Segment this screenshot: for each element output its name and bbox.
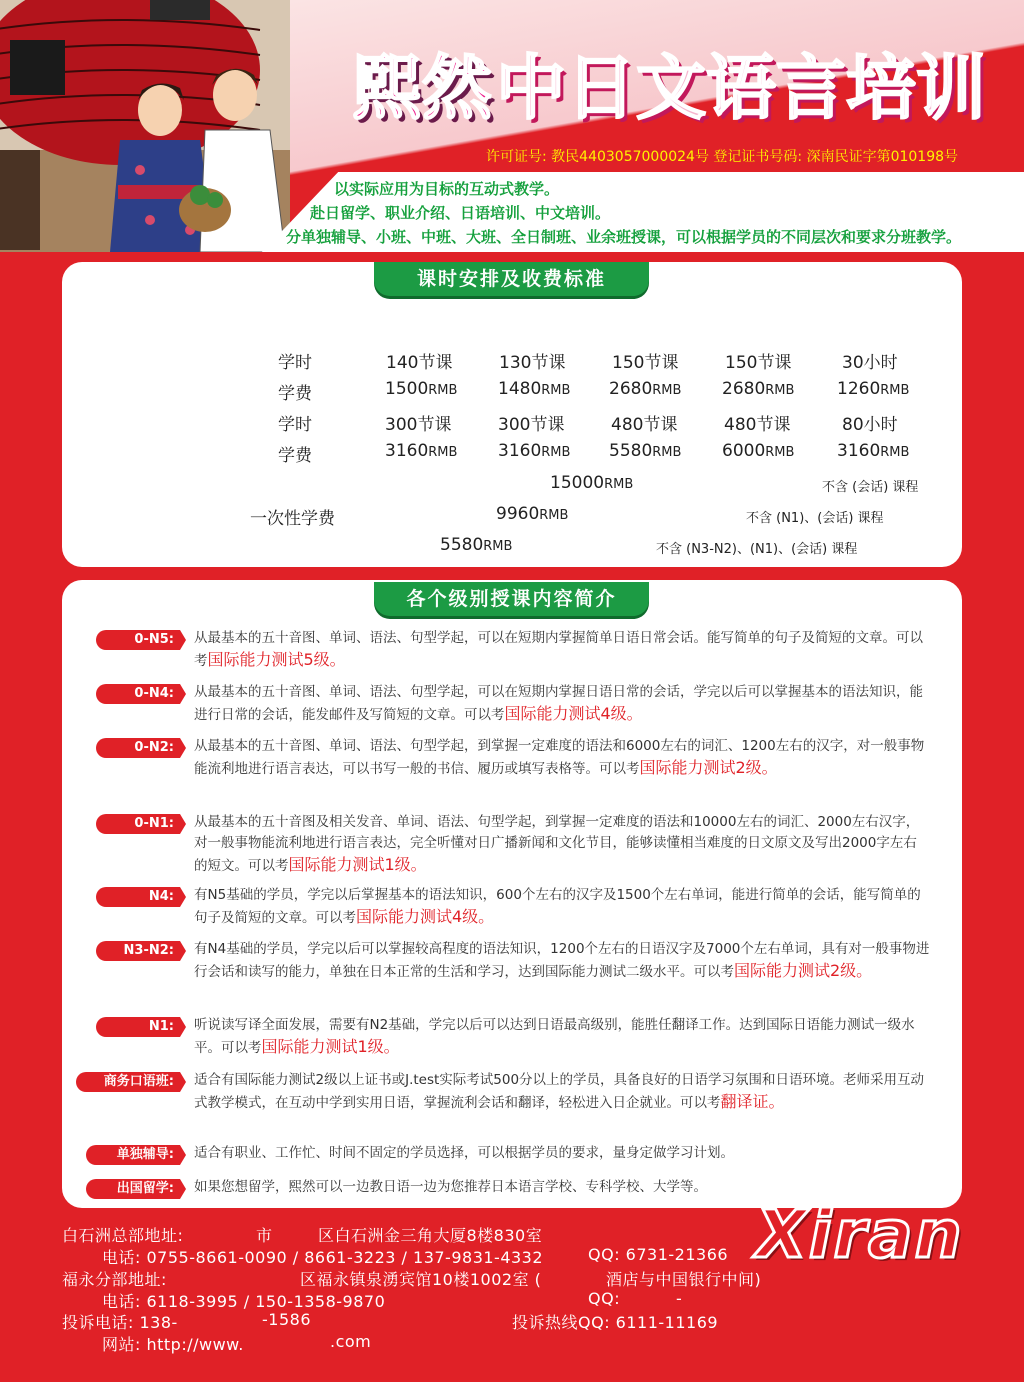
row1-col1: 140节课 bbox=[386, 353, 453, 373]
desc-text: 适合有职业、工作忙、时间不固定的学员选择，可以根据学员的要求，量身定做学习计划。 bbox=[194, 1145, 734, 1161]
unit: RMB bbox=[541, 445, 571, 460]
desc-text: 从最基本的五十音图、单词、语法、句型学起，可以在短期内掌握日语日常的会话，学完以后可以掌握基本的语法知识，能进行日常的会话，能发邮件及写简短的文章。可以考 bbox=[194, 684, 923, 723]
level-badge: 0-N5: bbox=[96, 630, 180, 650]
exam-highlight: 国际能力测试4级。 bbox=[356, 907, 495, 926]
unit: RMB bbox=[428, 383, 458, 398]
xiran-logo: Xiran bbox=[756, 1196, 964, 1273]
unit: RMB bbox=[652, 445, 682, 460]
price: 6000 bbox=[722, 441, 766, 461]
branch-phone: 电话: 6118-3995 / 150-1358-9870 bbox=[102, 1292, 386, 1311]
unit: RMB bbox=[539, 508, 569, 523]
onetime-price-3 bbox=[440, 535, 512, 555]
branch-address-label: 福永分部地址: bbox=[62, 1270, 167, 1289]
onetime-label: 一次性学费 bbox=[250, 509, 335, 529]
price: 2680 bbox=[609, 379, 653, 399]
row3-col2: 300节课 bbox=[498, 415, 565, 435]
title-subject: 中日文语言培训 bbox=[496, 47, 986, 129]
price: 15000 bbox=[550, 473, 605, 493]
level-desc bbox=[194, 1070, 930, 1114]
row4-col5 bbox=[837, 441, 909, 461]
level-desc bbox=[194, 885, 930, 929]
row4-col3 bbox=[609, 441, 681, 461]
fees-panel bbox=[62, 262, 962, 567]
unit: RMB bbox=[604, 477, 634, 492]
price: 3160 bbox=[498, 441, 542, 461]
level-badge: 出国留学: bbox=[86, 1179, 180, 1199]
level-desc bbox=[194, 682, 930, 726]
unit: RMB bbox=[765, 445, 795, 460]
level-badge: 0-N2: bbox=[96, 738, 180, 758]
row1-col2: 130节课 bbox=[499, 353, 566, 373]
desc-text: 有N4基础的学员，学完以后可以掌握较高程度的语法知识，1200个左右的日语汉字及7000个左右单词，具有对一般事物进行会话和读写的能力，单独在日本正常的生活和学习，达到国际能力测试二级水平。可以考 bbox=[194, 941, 930, 980]
level-desc bbox=[194, 812, 930, 877]
unit: RMB bbox=[428, 445, 458, 460]
hq-qq: QQ: 6731-21366 bbox=[588, 1245, 729, 1264]
unit: RMB bbox=[880, 445, 910, 460]
unit: RMB bbox=[483, 539, 513, 554]
row3-col1: 300节课 bbox=[385, 415, 452, 435]
row1-col3: 150节课 bbox=[612, 353, 679, 373]
level-badge: N1: bbox=[96, 1017, 180, 1037]
branch-address-landmark: 酒店与中国银行中间) bbox=[606, 1270, 762, 1289]
intro-line-2: 赴日留学、职业介绍、日语培训、中文培训。 bbox=[310, 204, 611, 222]
level-badge: N4: bbox=[96, 887, 180, 907]
price: 1260 bbox=[837, 379, 881, 399]
price: 5580 bbox=[440, 535, 484, 555]
price: 3160 bbox=[837, 441, 881, 461]
row2-col2 bbox=[498, 379, 570, 399]
desc-text: 从最基本的五十音图、单词、语法、句型学起，可以在短期内掌握简单日语日常会话。能写简单的句子及简短的文章。可以考 bbox=[194, 630, 923, 669]
price: 9960 bbox=[496, 504, 540, 524]
price: 3160 bbox=[385, 441, 429, 461]
branch-qq: QQ: bbox=[588, 1289, 621, 1308]
page-title bbox=[352, 38, 1024, 138]
level-desc bbox=[194, 1177, 930, 1198]
level-badge: 单独辅导: bbox=[86, 1145, 180, 1165]
intro-line-3: 分单独辅导、小班、中班、大班、全日制班、业余班授课，可以根据学员的不同层次和要求分班教学。 bbox=[286, 228, 962, 246]
hq-address: 区白石洲金三角大厦8楼830室 bbox=[318, 1226, 543, 1245]
complaint-qq: 投诉热线QQ: 6111-11169 bbox=[512, 1313, 719, 1332]
row4-col1 bbox=[385, 441, 457, 461]
row2-col4 bbox=[722, 379, 794, 399]
onetime-note-2: 不含 (N1)、(会话) 课程 bbox=[746, 511, 884, 526]
hq-phone: 电话: 0755-8661-0090 / 8661-3223 / 137-9831-4332 bbox=[102, 1248, 544, 1267]
row1-col4: 150节课 bbox=[725, 353, 792, 373]
level-desc bbox=[194, 1015, 930, 1059]
desc-text: 从最基本的五十音图、单词、语法、句型学起，到掌握一定难度的语法和6000左右的词汇、1200左右的汉字，对一般事物能流利地进行语言表达，可以书写一般的书信、履历或填写表格等。可以考 bbox=[194, 738, 925, 777]
level-desc bbox=[194, 736, 930, 780]
hq-city: 市 bbox=[256, 1226, 273, 1245]
level-badge: 0-N4: bbox=[96, 684, 180, 704]
exam-highlight: 翻译证。 bbox=[720, 1092, 785, 1111]
onetime-note-1: 不含 (会话) 课程 bbox=[822, 480, 919, 495]
intro-line-1: 以实际应用为目标的互动式教学。 bbox=[334, 180, 560, 198]
website-tail: .com bbox=[330, 1332, 372, 1351]
exam-highlight: 国际能力测试5级。 bbox=[207, 650, 346, 669]
onetime-note-3: 不含 (N3-N2)、(N1)、(会话) 课程 bbox=[656, 542, 858, 557]
row2-col3 bbox=[609, 379, 681, 399]
unit: RMB bbox=[880, 383, 910, 398]
price: 1480 bbox=[498, 379, 542, 399]
brand-name: 熙然 bbox=[352, 47, 492, 129]
complaint-phone-tail: -1586 bbox=[262, 1310, 311, 1329]
illustration-lantern-couple bbox=[0, 0, 290, 252]
desc-text: 有N5基础的学员，学完以后掌握基本的语法知识，600个左右的汉字及1500个左右单词，能进行简单的会话，能写简单的句子及简短的文章。可以考 bbox=[194, 887, 921, 926]
price: 5580 bbox=[609, 441, 653, 461]
row4-label: 学费 bbox=[278, 446, 312, 466]
hq-address-label: 白石洲总部地址: bbox=[62, 1226, 184, 1245]
price: 1500 bbox=[385, 379, 429, 399]
desc-text: 适合有国际能力测试2级以上证书或J.test实际考试500分以上的学员，具备良好的日语学习氛围和日语环境。老师采用互动式教学模式，在互动中学到实用日语，掌握流利会话和翻译，轻松进入日企就业。可以考 bbox=[194, 1072, 925, 1111]
level-badge: 商务口语班: bbox=[76, 1072, 180, 1092]
onetime-price-1 bbox=[550, 473, 633, 493]
branch-qq-value: - bbox=[676, 1289, 683, 1308]
unit: RMB bbox=[652, 383, 682, 398]
price: 2680 bbox=[722, 379, 766, 399]
onetime-price-2 bbox=[496, 504, 568, 524]
row3-col3: 480节课 bbox=[611, 415, 678, 435]
row4-col2 bbox=[498, 441, 570, 461]
unit: RMB bbox=[765, 383, 795, 398]
level-desc bbox=[194, 628, 930, 672]
row1-col5: 30小时 bbox=[842, 353, 898, 373]
row3-col5: 80小时 bbox=[842, 415, 898, 435]
row4-col4 bbox=[722, 441, 794, 461]
row2-col5 bbox=[837, 379, 909, 399]
header bbox=[0, 0, 1024, 252]
desc-text: 听说读写译全面发展，需要有N2基础，学完以后可以达到日语最高级别，能胜任翻译工作。达到国际日语能力测试一级水平。可以考 bbox=[194, 1017, 915, 1056]
row2-label: 学费 bbox=[278, 384, 312, 404]
row3-label: 学时 bbox=[278, 415, 312, 435]
desc-text: 如果您想留学，熙然可以一边教日语一边为您推荐日本语言学校、专科学校、大学等。 bbox=[194, 1179, 707, 1195]
exam-highlight: 国际能力测试1级。 bbox=[261, 1037, 400, 1056]
levels-section-title: 各个级别授课内容简介 bbox=[374, 582, 649, 616]
exam-highlight: 国际能力测试2级。 bbox=[639, 758, 778, 777]
level-badge: 0-N1: bbox=[96, 814, 180, 834]
row2-col1 bbox=[385, 379, 457, 399]
level-desc bbox=[194, 1143, 930, 1164]
license-info: 许可证号: 教民4403057000024号 登记证书号码: 深南民证字第010198号 bbox=[486, 149, 959, 165]
desc-text: 从最基本的五十音图及相关发音、单词、语法、句型学起，到掌握一定难度的语法和10000左右的词汇、2000左右汉字，对一般事物能流利地进行语言表达，完全听懂对日广播新闻和文化节目，能够读懂相当难度的日文原文及写出2000字左右的短文。可以考 bbox=[194, 814, 920, 874]
row1-label: 学时 bbox=[278, 353, 312, 373]
branch-address: 区福永镇泉湧宾馆10楼1002室 ( bbox=[300, 1270, 542, 1289]
unit: RMB bbox=[541, 383, 571, 398]
exam-highlight: 国际能力测试1级。 bbox=[288, 855, 427, 874]
level-desc bbox=[194, 939, 930, 983]
fees-section-title: 课时安排及收费标准 bbox=[374, 262, 649, 296]
exam-highlight: 国际能力测试4级。 bbox=[504, 704, 643, 723]
complaint-phone: 投诉电话: 138- bbox=[62, 1313, 178, 1332]
website[interactable]: 网站: http://www. bbox=[102, 1335, 244, 1354]
row3-col4: 480节课 bbox=[724, 415, 791, 435]
exam-highlight: 国际能力测试2级。 bbox=[734, 961, 873, 980]
level-badge: N3-N2: bbox=[96, 941, 180, 961]
